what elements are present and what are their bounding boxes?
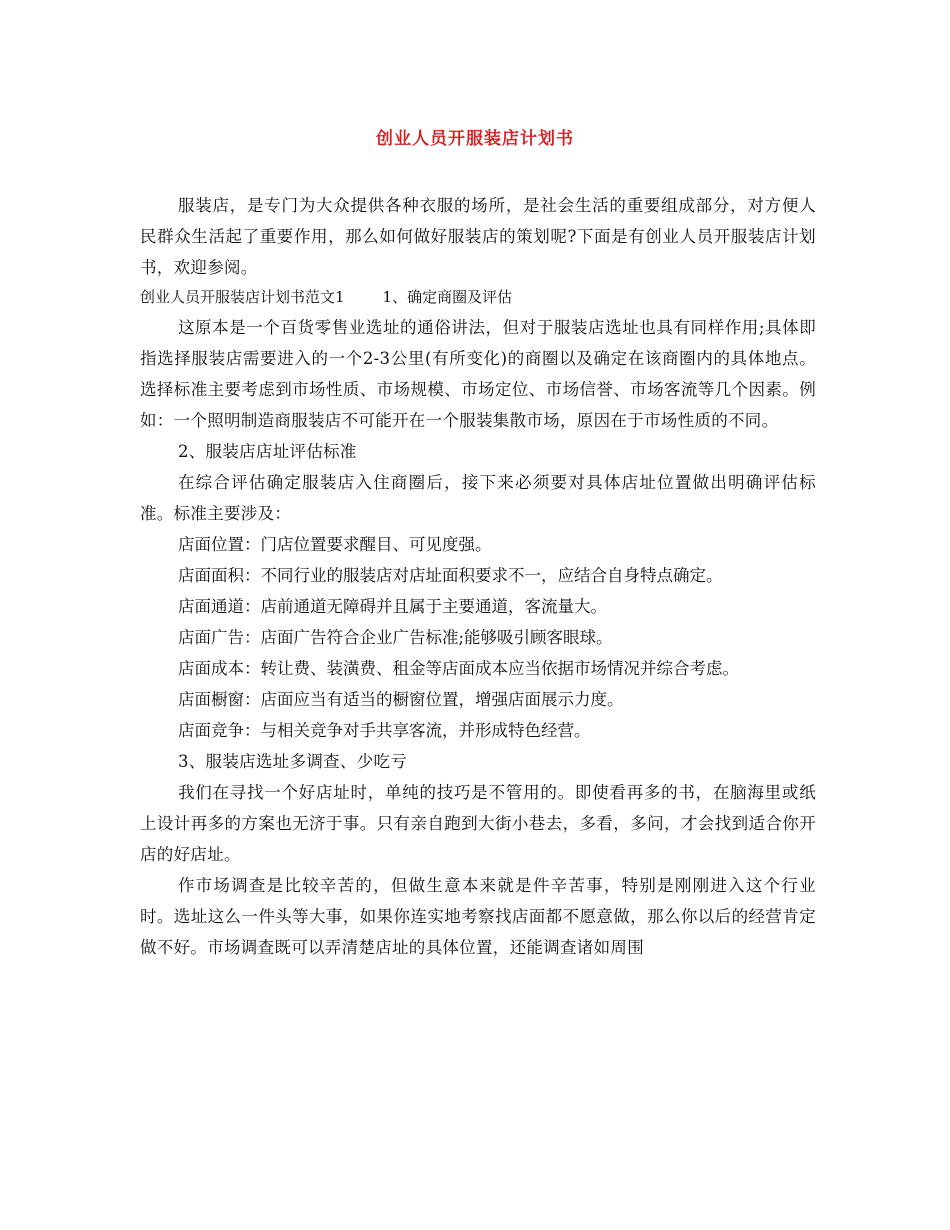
section3-paragraph-1: 我们在寻找一个好店址时，单纯的技巧是不管用的。即使看再多的书，在脑海里或纸上设计再多的方案也无济于事。只有亲自跑到大街小巷去，多看，多问，才会找到适合你开店的好店址。 (140, 783, 816, 864)
document-body (140, 190, 816, 963)
section3-heading: 3、服装店选址多调查、少吃亏 (177, 752, 408, 771)
criteria-item-area: 店面面积：不同行业的服装店对店址面积要求不一，应结合自身特点确定。 (177, 566, 723, 585)
document-title: 创业人员开服装店计划书 (376, 129, 574, 149)
section3-paragraph-2: 作市场调查是比较辛苦的，但做生意本来就是件辛苦事，特别是刚刚进入这个行业时。选址这么一件头等大事，如果你连实地考察找店面都不愿意做，那么你以后的经营肯定做不好。市场调查既可以弄清楚店址的具体位置，还能调查诸如周围 (140, 876, 816, 957)
criteria-item-cost: 店面成本：转让费、装潢费、租金等店面成本应当依据市场情况并综合考虑。 (177, 659, 739, 678)
sample-label: 创业人员开服装店计划书范文1 (140, 288, 345, 306)
intro-paragraph: 服装店，是专门为大众提供各种衣服的场所，是社会生活的重要组成部分，对方便人民群众生活起了重要作用，那么如何做好服装店的策划呢?下面是有创业人员开服装店计划书，欢迎参阅。 (140, 196, 816, 277)
criteria-item-location: 店面位置：门店位置要求醒目、可见度强。 (177, 535, 492, 554)
criteria-item-passage: 店面通道：店前通道无障碍并且属于主要通道，客流量大。 (177, 597, 607, 616)
sample-heading-line (140, 283, 816, 312)
criteria-item-window: 店面橱窗：店面应当有适当的橱窗位置，增强店面展示力度。 (177, 690, 624, 709)
section2-heading: 2、服装店店址评估标准 (177, 442, 357, 461)
criteria-item-competition: 店面竞争：与相关竞争对手共享客流，并形成特色经营。 (177, 721, 591, 740)
section1-heading: 1、确定商圈及评估 (382, 288, 513, 306)
section1-paragraph: 这原本是一个百货零售业选址的通俗讲法，但对于服装店选址也具有同样作用;具体即指选择服装店需要进入的一个2-3公里(有所变化)的商圈以及确定在该商圈内的具体地点。选择标准主要考虑到市场性质、市场规模、市场定位、市场信誉、市场客流等几个因素。例如：一个照明制造商服装店不可能开在一个服装集散市场，原因在于市场性质的不同。 (140, 318, 816, 430)
criteria-item-advertising: 店面广告：店面广告符合企业广告标准;能够吸引顾客眼球。 (177, 628, 613, 647)
section2-paragraph: 在综合评估确定服装店入住商圈后，接下来必须要对具体店址位置做出明确评估标准。标准主要涉及： (140, 473, 816, 523)
criteria-list (140, 529, 816, 746)
